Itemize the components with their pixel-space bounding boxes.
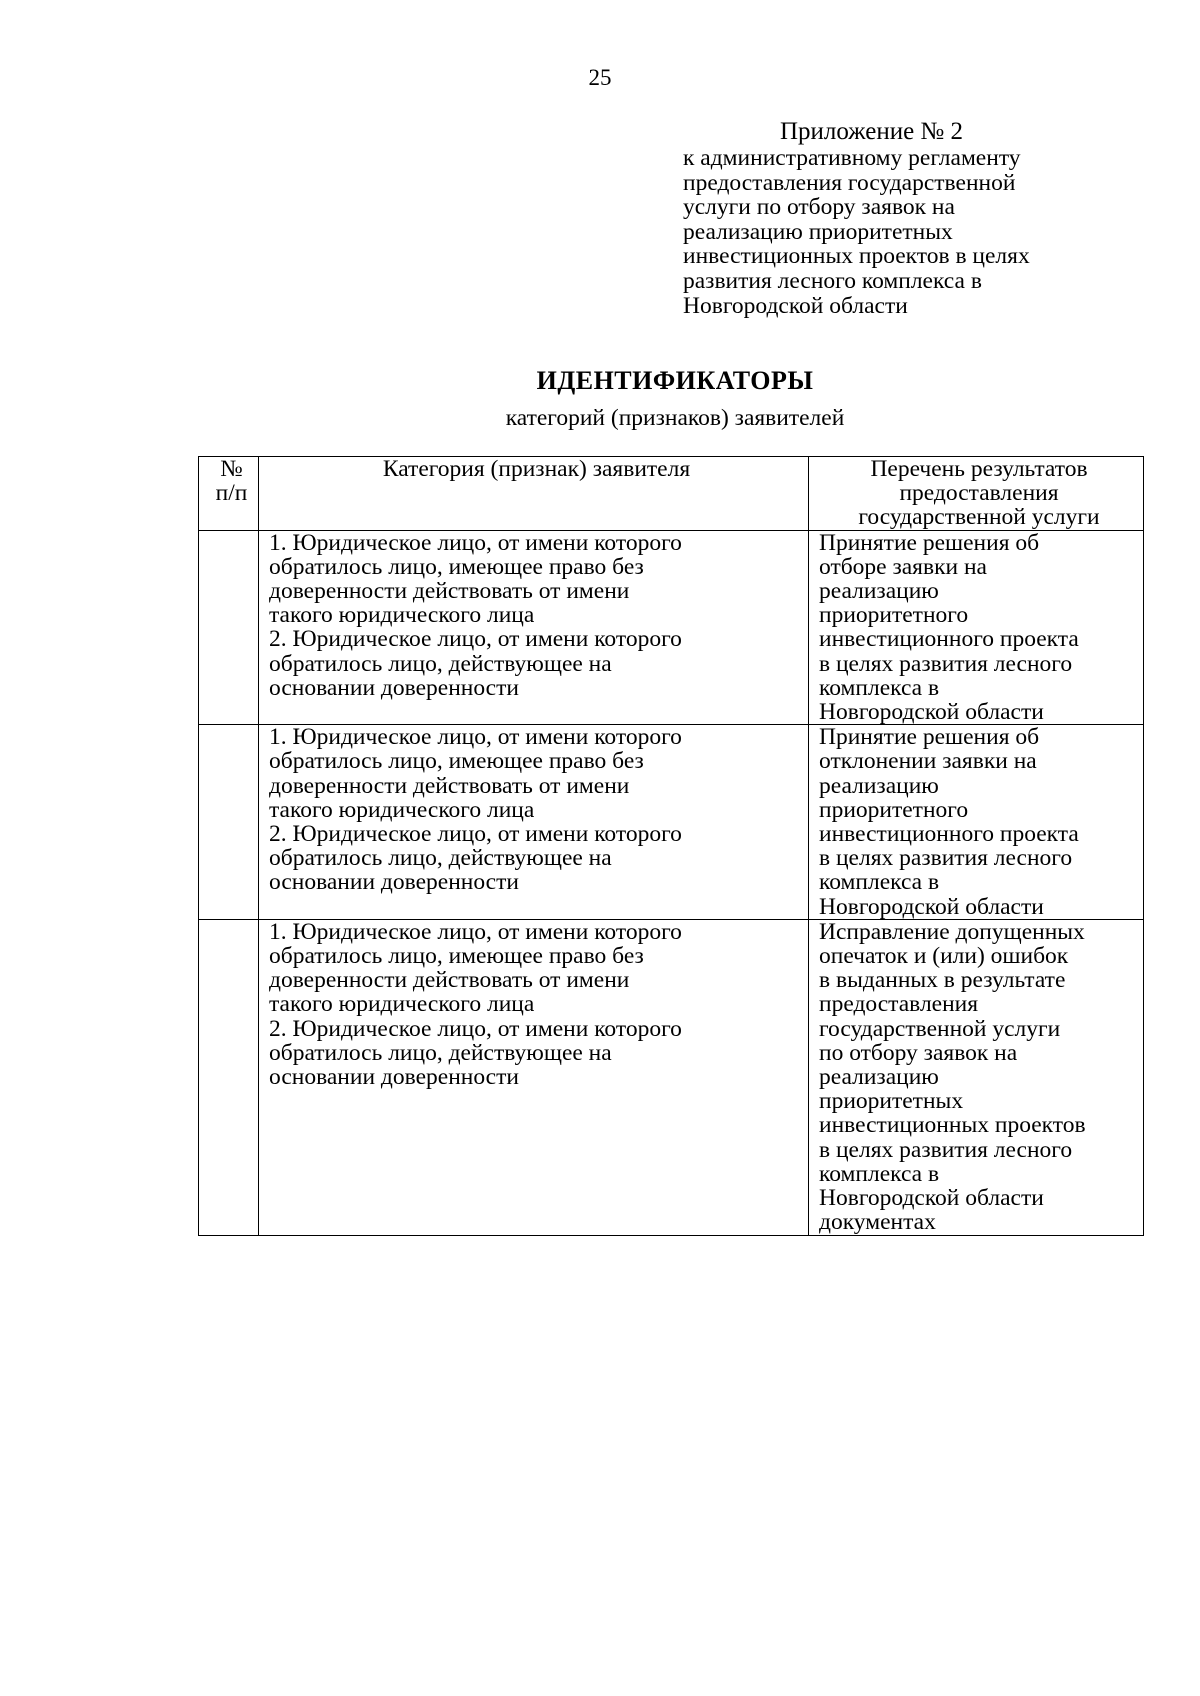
result-line: государственной услуги — [819, 1015, 1061, 1042]
header-results-line: Перечень результатов — [870, 456, 1088, 482]
result-line: реализацию — [819, 578, 939, 605]
category-line: 2. Юридическое лицо, от имени которого — [269, 821, 682, 848]
category-line: основании доверенности — [269, 1064, 519, 1091]
category-line: доверенности действовать от имени — [269, 578, 630, 605]
category-line: такого юридического лица — [269, 602, 535, 629]
result-line: приоритетных — [819, 1088, 964, 1115]
result-line: Новгородской области — [819, 1185, 1044, 1212]
category-line: такого юридического лица — [269, 991, 535, 1018]
result-line: Исправление допущенных — [819, 918, 1085, 945]
category-line: доверенности действовать от имени — [269, 967, 630, 994]
page-number: 25 — [588, 65, 612, 90]
category-line: 1. Юридическое лицо, от имени которого — [269, 918, 682, 945]
result-line: приоритетного — [819, 796, 969, 823]
result-line: документах — [819, 1209, 936, 1236]
result-line: инвестиционных проектов — [819, 1112, 1086, 1139]
appendix-title: Приложение № 2 — [780, 118, 964, 145]
result-line: предоставления — [819, 991, 979, 1018]
category-cell — [259, 530, 809, 725]
category-line: доверенности действовать от имени — [269, 772, 630, 799]
result-line: отклонении заявки на — [819, 748, 1037, 775]
result-cell — [809, 725, 1144, 920]
header-number — [199, 457, 259, 531]
table-row — [199, 725, 1144, 920]
header-results — [809, 457, 1144, 531]
identifiers-table — [198, 456, 1144, 1236]
category-line: обратилось лицо, имеющее право без — [269, 748, 644, 775]
appendix-line: реализацию приоритетных — [683, 218, 953, 245]
row-number-cell — [199, 530, 259, 725]
appendix-line: развития лесного комплекса в — [683, 267, 982, 294]
result-line: по отбору заявок на — [819, 1039, 1018, 1066]
result-line: отборе заявки на — [819, 553, 987, 580]
appendix-line: предоставления государственной — [683, 169, 1016, 196]
appendix-block — [683, 118, 1103, 318]
header-category: Категория (признак) заявителя — [259, 457, 809, 531]
appendix-line: услуги по отбору заявок на — [683, 194, 955, 221]
result-line: в целях развития лесного — [819, 845, 1073, 872]
appendix-line: Новгородской области — [683, 292, 908, 319]
result-line: реализацию — [819, 772, 939, 799]
category-line: 2. Юридическое лицо, от имени которого — [269, 1015, 682, 1042]
document-subtitle: категорий (признаков) заявителей — [505, 405, 845, 431]
document-title: ИДЕНТИФИКАТОРЫ — [536, 366, 814, 395]
result-cell — [809, 919, 1144, 1235]
category-line: 2. Юридическое лицо, от имени которого — [269, 626, 682, 653]
appendix-line: инвестиционных проектов в целях — [683, 243, 1030, 270]
result-cell — [809, 530, 1144, 725]
category-line: основании доверенности — [269, 674, 519, 701]
category-cell — [259, 725, 809, 920]
result-line: комплекса в — [819, 674, 940, 701]
result-line: в выданных в результате — [819, 967, 1066, 994]
row-number-cell — [199, 919, 259, 1235]
category-line: основании доверенности — [269, 869, 519, 896]
result-line: в целях развития лесного — [819, 1136, 1073, 1163]
category-line: 1. Юридическое лицо, от имени которого — [269, 529, 682, 556]
result-line: комплекса в — [819, 869, 940, 896]
result-line: инвестиционного проекта — [819, 821, 1079, 848]
category-line: такого юридического лица — [269, 796, 535, 823]
category-line: обратилось лицо, действующее на — [269, 1039, 612, 1066]
header-results-line: предоставления — [899, 480, 1059, 507]
category-line: 1. Юридическое лицо, от имени которого — [269, 724, 682, 751]
row-number-cell — [199, 725, 259, 920]
result-line: реализацию — [819, 1064, 939, 1091]
category-cell — [259, 919, 809, 1235]
table-row — [199, 919, 1144, 1235]
result-line: Принятие решения об — [819, 724, 1040, 751]
header-results-line: государственной услуги — [858, 504, 1100, 531]
category-line: обратилось лицо, имеющее право без — [269, 553, 644, 580]
category-line: обратилось лицо, действующее на — [269, 650, 612, 677]
category-line: обратилось лицо, имеющее право без — [269, 943, 644, 970]
header-number-symbol: № — [220, 456, 243, 482]
result-line: в целях развития лесного — [819, 650, 1073, 677]
table-header-row — [199, 457, 1144, 531]
result-line: опечаток и (или) ошибок — [819, 943, 1069, 970]
appendix-line: к административному регламенту — [683, 145, 1021, 171]
table-row — [199, 530, 1144, 725]
result-line: Новгородской области — [819, 699, 1044, 726]
header-number-abbrev: п/п — [215, 480, 248, 507]
category-line: обратилось лицо, действующее на — [269, 845, 612, 872]
result-line: Принятие решения об — [819, 529, 1040, 556]
result-line: комплекса в — [819, 1160, 940, 1187]
result-line: приоритетного — [819, 602, 969, 629]
result-line: инвестиционного проекта — [819, 626, 1079, 653]
result-line: Новгородской области — [819, 893, 1044, 920]
